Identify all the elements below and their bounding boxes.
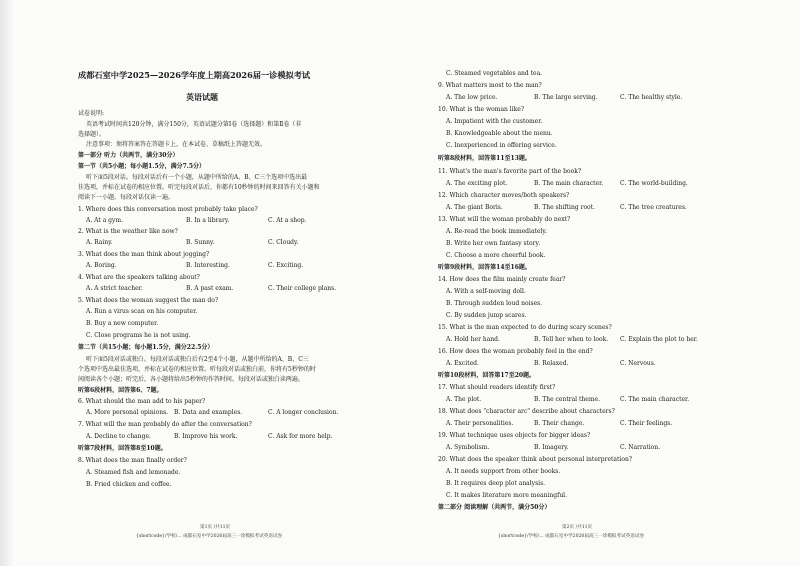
option-c: C. Cloudy.: [268, 239, 299, 246]
question-16: 16. How does the woman probably feel in the end?: [438, 348, 593, 355]
option-b: B. Improve his work.: [174, 433, 238, 440]
question-19: 19. What technique uses objects for bigger ideas?: [438, 432, 591, 439]
question-13-option-b: B. Write her own fantasy story.: [446, 240, 540, 247]
section-2-heading: 第二节（共15小题；每小题1.5分，满分22.5分）: [78, 344, 214, 351]
question-20: 20. What does the speaker think about personal interpretation?: [438, 456, 633, 463]
page-number: 第1页 /共11页: [200, 525, 231, 530]
option-a: A. Their personalities.: [446, 420, 514, 427]
option-c: C. Nervous.: [620, 360, 656, 367]
question-6: 6. What should the man add to his paper?: [78, 398, 206, 405]
notice-line-2: 选择题）。: [78, 131, 106, 138]
option-b: B. The shifting root.: [534, 204, 595, 211]
option-a: A. Excited.: [446, 360, 479, 367]
question-10-option-b: B. Knowledgeable about the menu.: [446, 130, 553, 137]
material-6-heading: 听第6段材料，回答第6、7题。: [78, 387, 163, 394]
question-15: 15. What is the man expected to do during scary scenes?: [438, 324, 612, 331]
option-a: A. At a gym.: [86, 217, 124, 224]
notice-line-1: 英语考试时间共120分钟，满分150分，英语试题分第Ⅰ卷（选择题）和第Ⅱ卷（非: [86, 121, 302, 128]
question-13: 13. What will the woman probably do next?: [438, 216, 571, 223]
option-b: B. Tell her when to look.: [534, 336, 609, 343]
option-a: A. More personal opinions.: [86, 409, 169, 416]
question-7: 7. What will the man probably do after the conversation?: [78, 421, 252, 428]
option-b: B. Relaxed.: [534, 360, 569, 367]
section-1-instructions-2: 佳选项，并标在试卷的相应位置。听完每段对话后，你都有10秒钟的时间来回答有关小题和: [78, 184, 320, 191]
section-1-instructions-1: 听下面5段对话。每段对话后有一个小题，从题中所给的A、B、C三个选项中选出最: [86, 174, 308, 181]
material-8-heading: 听第8段材料，回答第11至13题。: [438, 155, 531, 162]
question-10: 10. What is the woman like?: [438, 106, 525, 113]
question-12: 12. Which character moves/both speakers?: [438, 192, 570, 199]
question-9: 9. What matters most to the man?: [438, 82, 542, 89]
notice-heading: 试卷说明:: [78, 110, 105, 117]
question-20-option-c: C. It makes literature more meaningful.: [446, 492, 568, 499]
option-b: B. Interesting.: [186, 262, 230, 269]
option-c: C. Ask for more help.: [268, 433, 333, 440]
question-14-option-b: B. Through sudden loud noises.: [446, 300, 543, 307]
part-2-heading: 第二部分 阅读理解（共两节，满分50分）: [438, 504, 551, 511]
question-8-option-c: C. Steamed vegetables and tea.: [446, 70, 543, 77]
option-a: A. A strict teacher.: [86, 285, 143, 292]
part-1-heading: 第一部分 听力（共两节，满分30分）: [78, 152, 179, 159]
question-2: 2. What is the weather like now?: [78, 228, 178, 235]
option-b: B. Sunny.: [186, 239, 215, 246]
option-a: A. Boring.: [86, 262, 117, 269]
question-5-option-a: A. Run a virus scan on his computer.: [86, 308, 198, 315]
page-number: 第2页 /共11页: [562, 525, 593, 530]
question-20-option-a: A. It needs support from other books.: [446, 468, 561, 475]
question-10-option-c: C. Inexperienced in offering service.: [446, 142, 557, 149]
option-a: A. Hold her hand.: [446, 336, 500, 343]
option-a: A. The exciting plot.: [446, 180, 508, 187]
material-10-heading: 听第10段材料，回答第17至20题。: [438, 372, 536, 379]
option-c: C. Explain the plot to her.: [620, 336, 698, 343]
option-c: C. The main character.: [620, 396, 690, 403]
option-b: B. In a library.: [186, 217, 230, 224]
option-c: C. Exciting.: [268, 262, 304, 269]
material-9-heading: 听第9段材料，回答第14至16题。: [438, 264, 531, 271]
page-footer: {shortcode}/学校/... 成都石室中学2026届高三一诊模拟考试英语试卷: [136, 534, 283, 539]
option-c: C. At a shop.: [268, 217, 307, 224]
question-8: 8. What does the man finally order?: [78, 457, 187, 464]
section-2-instructions-2: 个选项中选出最佳选项，并标在试卷的相应位置。听每段对话或独白前，你将有5秒钟的时: [78, 366, 316, 373]
material-7-heading: 听第7段材料，回答第8至10题。: [78, 445, 167, 452]
option-a: A. The plot.: [446, 396, 482, 403]
question-8-option-b: B. Fried chicken and coffee.: [86, 481, 172, 488]
option-b: B. The main character.: [534, 180, 604, 187]
question-1: 1. Where does this conversation most probably take place?: [78, 206, 258, 213]
option-a: A. Rainy.: [86, 239, 113, 246]
section-2-instructions-3: 间阅读各个小题；听完后，各小题将给出5秒钟的作答时间。每段对话或独白读两遍。: [78, 376, 304, 383]
question-3: 3. What does the man think about jogging?: [78, 251, 210, 258]
notice-line-3: 注意事项：须将答案答在答题卡上，在本试卷、草稿纸上答题无效。: [86, 141, 267, 148]
option-a: A. Decline to change.: [86, 433, 151, 440]
option-c: C. Their college plans.: [268, 285, 337, 292]
section-1-heading: 第一节（共5小题；每小题1.5分，满分7.5分）: [78, 163, 206, 170]
option-c: C. The world-building.: [620, 180, 688, 187]
question-18: 18. What does "character arc" describe about characters?: [438, 408, 615, 415]
question-13-option-a: A. Re-read the book immediately.: [446, 228, 547, 235]
section-2-instructions-1: 听下面5段对话或独白。每段对话或独白后有2至4个小题，从题中所给的A、B、C三: [86, 356, 309, 363]
question-14-option-c: C. By sudden jump scares.: [446, 312, 527, 319]
option-a: A. Symbolism.: [446, 444, 490, 451]
question-8-option-a: A. Steamed fish and lemonade.: [86, 469, 181, 476]
option-c: C. The healthy style.: [620, 94, 683, 101]
option-a: A. The low price.: [446, 94, 498, 101]
option-b: B. Imagery.: [534, 444, 569, 451]
section-1-instructions-3: 阅读下一小题。每段对话仅读一遍。: [78, 194, 175, 201]
option-b: B. The large serving.: [534, 94, 598, 101]
question-17: 17. What should readers identify first?: [438, 384, 556, 391]
question-13-option-c: C. Choose a more cheerful book.: [446, 252, 546, 259]
question-5-option-b: B. Buy a new computer.: [86, 320, 159, 327]
exam-title: 成都石室中学2025—2026学年度上期高2026届一诊模拟考试: [78, 70, 311, 80]
page-footer: {shortcode}/学校/... 成都石室中学2026届高三一诊模拟考试英语试卷: [498, 534, 645, 539]
question-5: 5. What does the woman suggest the man do?: [78, 297, 219, 304]
option-c: C. A longer conclusion.: [268, 409, 339, 416]
option-b: B. Their change.: [534, 420, 585, 427]
question-4: 4. What are the speakers talking about?: [78, 274, 200, 281]
question-5-option-c: C. Close programs he is not using.: [86, 332, 191, 339]
question-14: 14. How does the film mainly create fear?: [438, 276, 566, 283]
option-b: B. The central theme.: [534, 396, 600, 403]
option-c: C. Narration.: [620, 444, 661, 451]
option-b: B. Data and examples.: [174, 409, 243, 416]
question-11: 11. What's the man's favorite part of the book?: [438, 168, 582, 175]
option-c: C. Their feelings.: [620, 420, 673, 427]
option-c: C. The tree creatures.: [620, 204, 687, 211]
question-14-option-a: A. With a self-moving doll.: [446, 288, 526, 295]
question-20-option-b: B. It requires deep plot analysis.: [446, 480, 546, 487]
question-10-option-a: A. Impatient with the customer.: [446, 118, 543, 125]
page-edge-shadow: [0, 0, 14, 566]
exam-subtitle: 英语试题: [186, 92, 218, 102]
option-b: B. A past exam.: [186, 285, 234, 292]
option-a: A. The giant Boris.: [446, 204, 503, 211]
